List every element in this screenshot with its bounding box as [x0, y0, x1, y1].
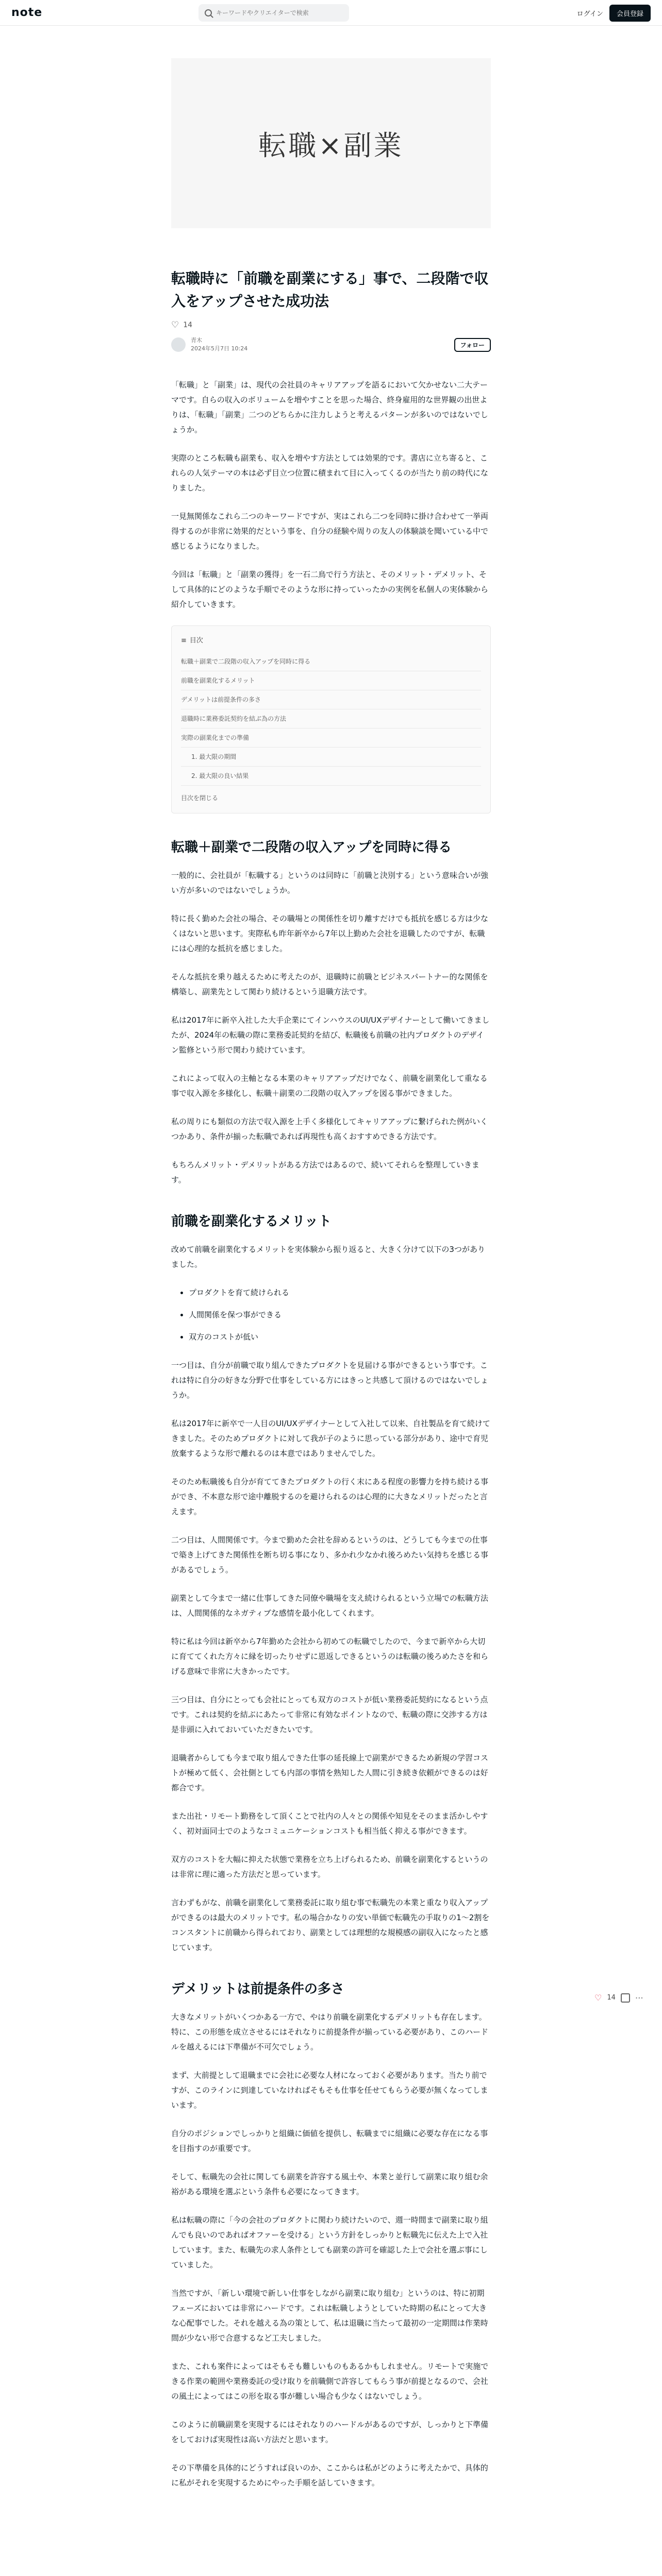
list-icon: ≡	[181, 637, 187, 645]
section-heading: 転職＋副業で二段階の収入アップを同時に得る	[171, 840, 452, 855]
toc-item[interactable]: 2. 最大限の良い結果	[181, 767, 481, 786]
paragraph: そして、転職先の会社に関しても副業を許容する風土や、本業と並行して副業に取り組む余裕がある環境を選ぶという条件も必要になってきます。	[171, 2172, 488, 2196]
toc-item[interactable]: 前職を副業化するメリット	[181, 671, 481, 690]
table-of-contents	[171, 625, 491, 814]
paragraph: 一つ目は、自分が前職で取り組んできたプロダクトを見届ける事ができるという事です。これは特に自分の好きな分野で仕事をしている方にはきっと共感して頂けるのではないでしょうか。	[171, 1361, 489, 1400]
paragraph: これによって収入の主軸となる本業のキャリアアップだけでなく、前職を副業化して重なる事で収入源を多様化し、転職＋副業の二段階の収入アップを図る事ができました。	[171, 1074, 488, 1098]
paragraph: このように前職副業を実現するにはそれなりのハードルがあるのですが、しっかりと下準備をしておけば実現性は高い方法だと思います。	[171, 2420, 489, 2444]
paragraph: 私は転職の際に「今の会社のプロダクトに関わり続けたいので、週一時間まで副業に取り組んでも良いのであればオファーを受ける」という方針をしっかりと転職先に伝えた上で入社しています。また、転職先の求人条件としても副業の許可を確認した上で会社を選ぶ事にしていました。	[171, 2215, 488, 2269]
paragraph: 私は2017年に新卒入社した大手企業にてインハウスのUI/UXデザイナーとして働いてきましたが、2024年の転職の際に業務委託契約を結び、転職後も前職の社内プロダクトのデザイン監修という形で関わり続けています。	[171, 1015, 490, 1055]
intro-paragraph: 実際のところ転職も副業も、収入を増やす方法としては効果的です。書店に立ち寄ると、これらの人気テーマの本は必ず目立つ位置に積まれて目に入ってくるのが当たり前の時代になりました。	[171, 453, 489, 493]
paragraph: 副業として今まで一緒に仕事してきた同僚や職場を支え続けられるという立場での転職方法は、人間関係的なネガティブな感情を最小化してくれます。	[171, 1594, 489, 1618]
merit-list	[189, 1285, 491, 1345]
follow-button[interactable]: フォロー	[454, 338, 491, 352]
intro-paragraph: 「転職」と「副業」は、現代の会社員のキャリアアップを語るにおいて欠かせない二大テーマです。自らの収入のボリュームを増やすことを思った場合、終身雇用的な世界観の出世よりは、「転職」「副業」二つのどちらかに注力しようと考えるパターンが多いのではないでしょうか。	[171, 380, 488, 434]
search-input[interactable]	[216, 9, 340, 16]
toc-item[interactable]: 実際の副業化までの準備	[181, 728, 481, 748]
section-heading: デメリットは前提条件の多さ	[171, 1981, 344, 1997]
heart-icon[interactable]: ♡	[594, 1993, 602, 2003]
post-date: 2024年5月7日 10:24	[191, 345, 248, 352]
paragraph: そんな抵抗を乗り越えるために考えたのが、退職時に前職とビジネスパートナー的な関係を構築し、副業先として関わり続けるという退職方法です。	[171, 972, 488, 996]
intro-paragraph: 今回は「転職」と「副業の獲得」を一石二鳥で行う方法と、そのメリット・デメリット、そして具体的にどのような手順でそのような形に持っていったかの実例を私個人の実体験から紹介していきます。	[171, 570, 489, 609]
top-header	[0, 0, 662, 26]
search-bar[interactable]	[198, 4, 349, 22]
paragraph: 退職者からしても今まで取り組んできた仕事の延長線上で副業ができるため新規の学習コストが極めて低く、会社側としても内部の事情を熟知した人間に引き続き依頼ができるのは好都合です。	[171, 1753, 489, 1792]
note-logo[interactable]: note	[11, 6, 43, 19]
paragraph: 大きなメリットがいくつかある一方で、やはり前職を副業化するデメリットも存在します。特に、この形態を成立させるにはそれなりに前提条件が揃っている必要があり、このハードルを越えるには下準備が不可欠でしょう。	[171, 2012, 489, 2052]
heart-icon[interactable]: ♡	[171, 320, 179, 330]
toc-item[interactable]: 転職＋副業で二段階の収入アップを同時に得る	[181, 652, 481, 671]
list-item: • プロダクトを育て続けられる	[189, 1285, 491, 1300]
paragraph: 改めて前職を副業化するメリットを実体験から振り返ると、大きく分けて以下の3つがありました。	[171, 1245, 485, 1269]
paragraph: 三つ目は、自分にとっても会社にとっても双方のコストが低い業務委託契約になるという点です。これは契約を結ぶにあたって非常に有効なポイントなので、転職の際に交渉する方は是非頭に入れておいていただきたいです。	[171, 1695, 488, 1734]
paragraph: 一般的に、会社員が「転職する」というのは同時に「前職と決別する」という意味合いが強い方が多いのではないでしょうか。	[171, 871, 489, 895]
toc-close-button[interactable]: 目次を閉じる	[181, 794, 219, 802]
article-body	[171, 378, 491, 2490]
toc-item[interactable]: 1. 最大限の期間	[181, 748, 481, 767]
floating-like-count: 14	[607, 1994, 616, 2002]
like-count: 14	[183, 321, 193, 329]
paragraph: また出社・リモート勤務をして頂くことで社内の人々との関係や知見をそのまま活かしやすく、初対面同士でのようなコミュニケーションコストも相当低く抑える事ができます。	[171, 1811, 488, 1836]
paragraph: 当然ですが、「新しい環境で新しい仕事をしながら副業に取り組む」というのは、特に初期フェーズにおいては非常にハードです。これは転職しようとしていた時期の私にとって大きな心配事でした。それを越える為の策として、私は退職に当たって最初の一定期間は作業時間が少ない形で合意するなど工夫しました。	[171, 2289, 488, 2343]
toc-item[interactable]: 退職時に業務委託契約を結ぶ為の方法	[181, 709, 481, 728]
toc-item[interactable]: デメリットは前提条件の多さ	[181, 690, 481, 709]
more-icon[interactable]: ⋯	[635, 1993, 643, 2003]
paragraph: 自分のポジションでしっかりと組織に価値を提供し、転職までに組織に必要な存在になる事を目指すのが重要です。	[171, 2129, 488, 2153]
toc-heading: 目次	[189, 637, 203, 645]
paragraph: 二つ目は、人間関係です。今まで勤めた会社を辞めるというのは、どうしても今までの仕事で築き上げてきた関係性を断ち切る事になり、多かれ少なかれ後ろめたい気持ちを感じる事があるでしょう。	[171, 1535, 489, 1574]
paragraph: 言わずもがな、前職を副業化して業務委託に取り組む事で転職先の本業と重なり収入アップができるのは最大のメリットです。私の場合かなりの安い単価で転職先の手取りの1〜2割をコンスタントに前職から得られており、副業としては理想的な規模感の副収入になったと感じています。	[171, 1898, 490, 1952]
article	[171, 58, 491, 2490]
paragraph: 双方のコストを大幅に抑えた状態で業務を立ち上げられるため、前職を副業化するというのは非常に理に適った方法だと思っています。	[171, 1855, 488, 1879]
paragraph: 特に私は今回は新卒から7年勤めた会社から初めての転職でしたので、今まで新卒から大切に育ててくれた方々に縁を切ったりせずに恩返しできるというのは転職の後ろめたさを和らげる意味で非常に大きかったです。	[171, 1637, 489, 1676]
hero-image	[171, 58, 491, 228]
login-link[interactable]: ログイン	[576, 10, 603, 18]
paragraph: 特に長く勤めた会社の場合、その職場との関係性を切り離すだけでも抵抗を感じる方は少なくはないと思います。実際私も昨年新卒から7年以上勤めた会社を退職したのですが、転職には心理的な抵抗を感じました。	[171, 914, 489, 953]
signup-button[interactable]: 会員登録	[609, 5, 651, 22]
paragraph: また、これも案件によってはそもそも難しいものもあるかもしれません。リモートで実施できる作業の範囲や業務委託の受け取りを前職側で許容してもらう事が前提となるので、会社の風土によってはこの形を取る事が難しい場合も少なくはないでしょう。	[171, 2362, 489, 2401]
search-icon	[205, 9, 212, 16]
comment-icon[interactable]	[621, 1993, 630, 2003]
paragraph: 私の周りにも類似の方法で収入源を上手く多様化してキャリアアップに繋げられた例がいくつかあり、条件が揃った転職であれば再現性も高くおすすめできる方法です。	[171, 1117, 488, 1141]
paragraph: まず、大前提として退職までに会社に必要な人材になっておく必要があります。当たり前ですが、このラインに到達していなければそもそも仕事を任せてもらう必要が無くなってしまいます。	[171, 2071, 488, 2110]
article-title: 転職時に「前職を副業にする」事で、二段階で収入をアップさせた成功法	[171, 270, 489, 310]
list-item: • 人間関係を保つ事ができる	[189, 1308, 491, 1323]
section-heading: 前職を副業化するメリット	[171, 1214, 332, 1229]
paragraph: そのため転職後も自分が育ててきたプロダクトの行く末にある程度の影響力を持ち続ける事ができ、不本意な形で途中離脱するのを避けられるのは心理的に大きなメリットだったと言えます。	[171, 1477, 489, 1516]
floating-action-bar	[594, 1993, 643, 2003]
author-name[interactable]: 青木	[191, 337, 202, 344]
paragraph: 私は2017年に新卒で一人目のUI/UXデザイナーとして入社して以来、自社製品を育て続けてきました。そのためプロダクトに対して我が子のように思っている部分があり、途中で育児放棄するような形で離れるのは本意ではありませんでした。	[171, 1419, 490, 1458]
intro-paragraph: 一見無関係なこれら二つのキーワードですが、実はこれら二つを同時に掛け合わせて一挙両得するのが非常に効果的だという事を、自分の経験や周りの友人の体験談を聞いている中で感じるようになりました。	[171, 512, 489, 551]
hero-text: 転職×副業	[258, 129, 404, 162]
list-item: • 双方のコストが低い	[189, 1330, 491, 1345]
paragraph: その下準備を具体的にどうすれば良いのか、ここからは私がどのように考えたかで、具体的に私がそれを実現するためにやった手順を話していきます。	[171, 2463, 488, 2487]
paragraph: もちろんメリット・デメリットがある方法ではあるので、続いてそれらを整理していきます。	[171, 1160, 479, 1184]
author-avatar[interactable]	[171, 337, 186, 352]
